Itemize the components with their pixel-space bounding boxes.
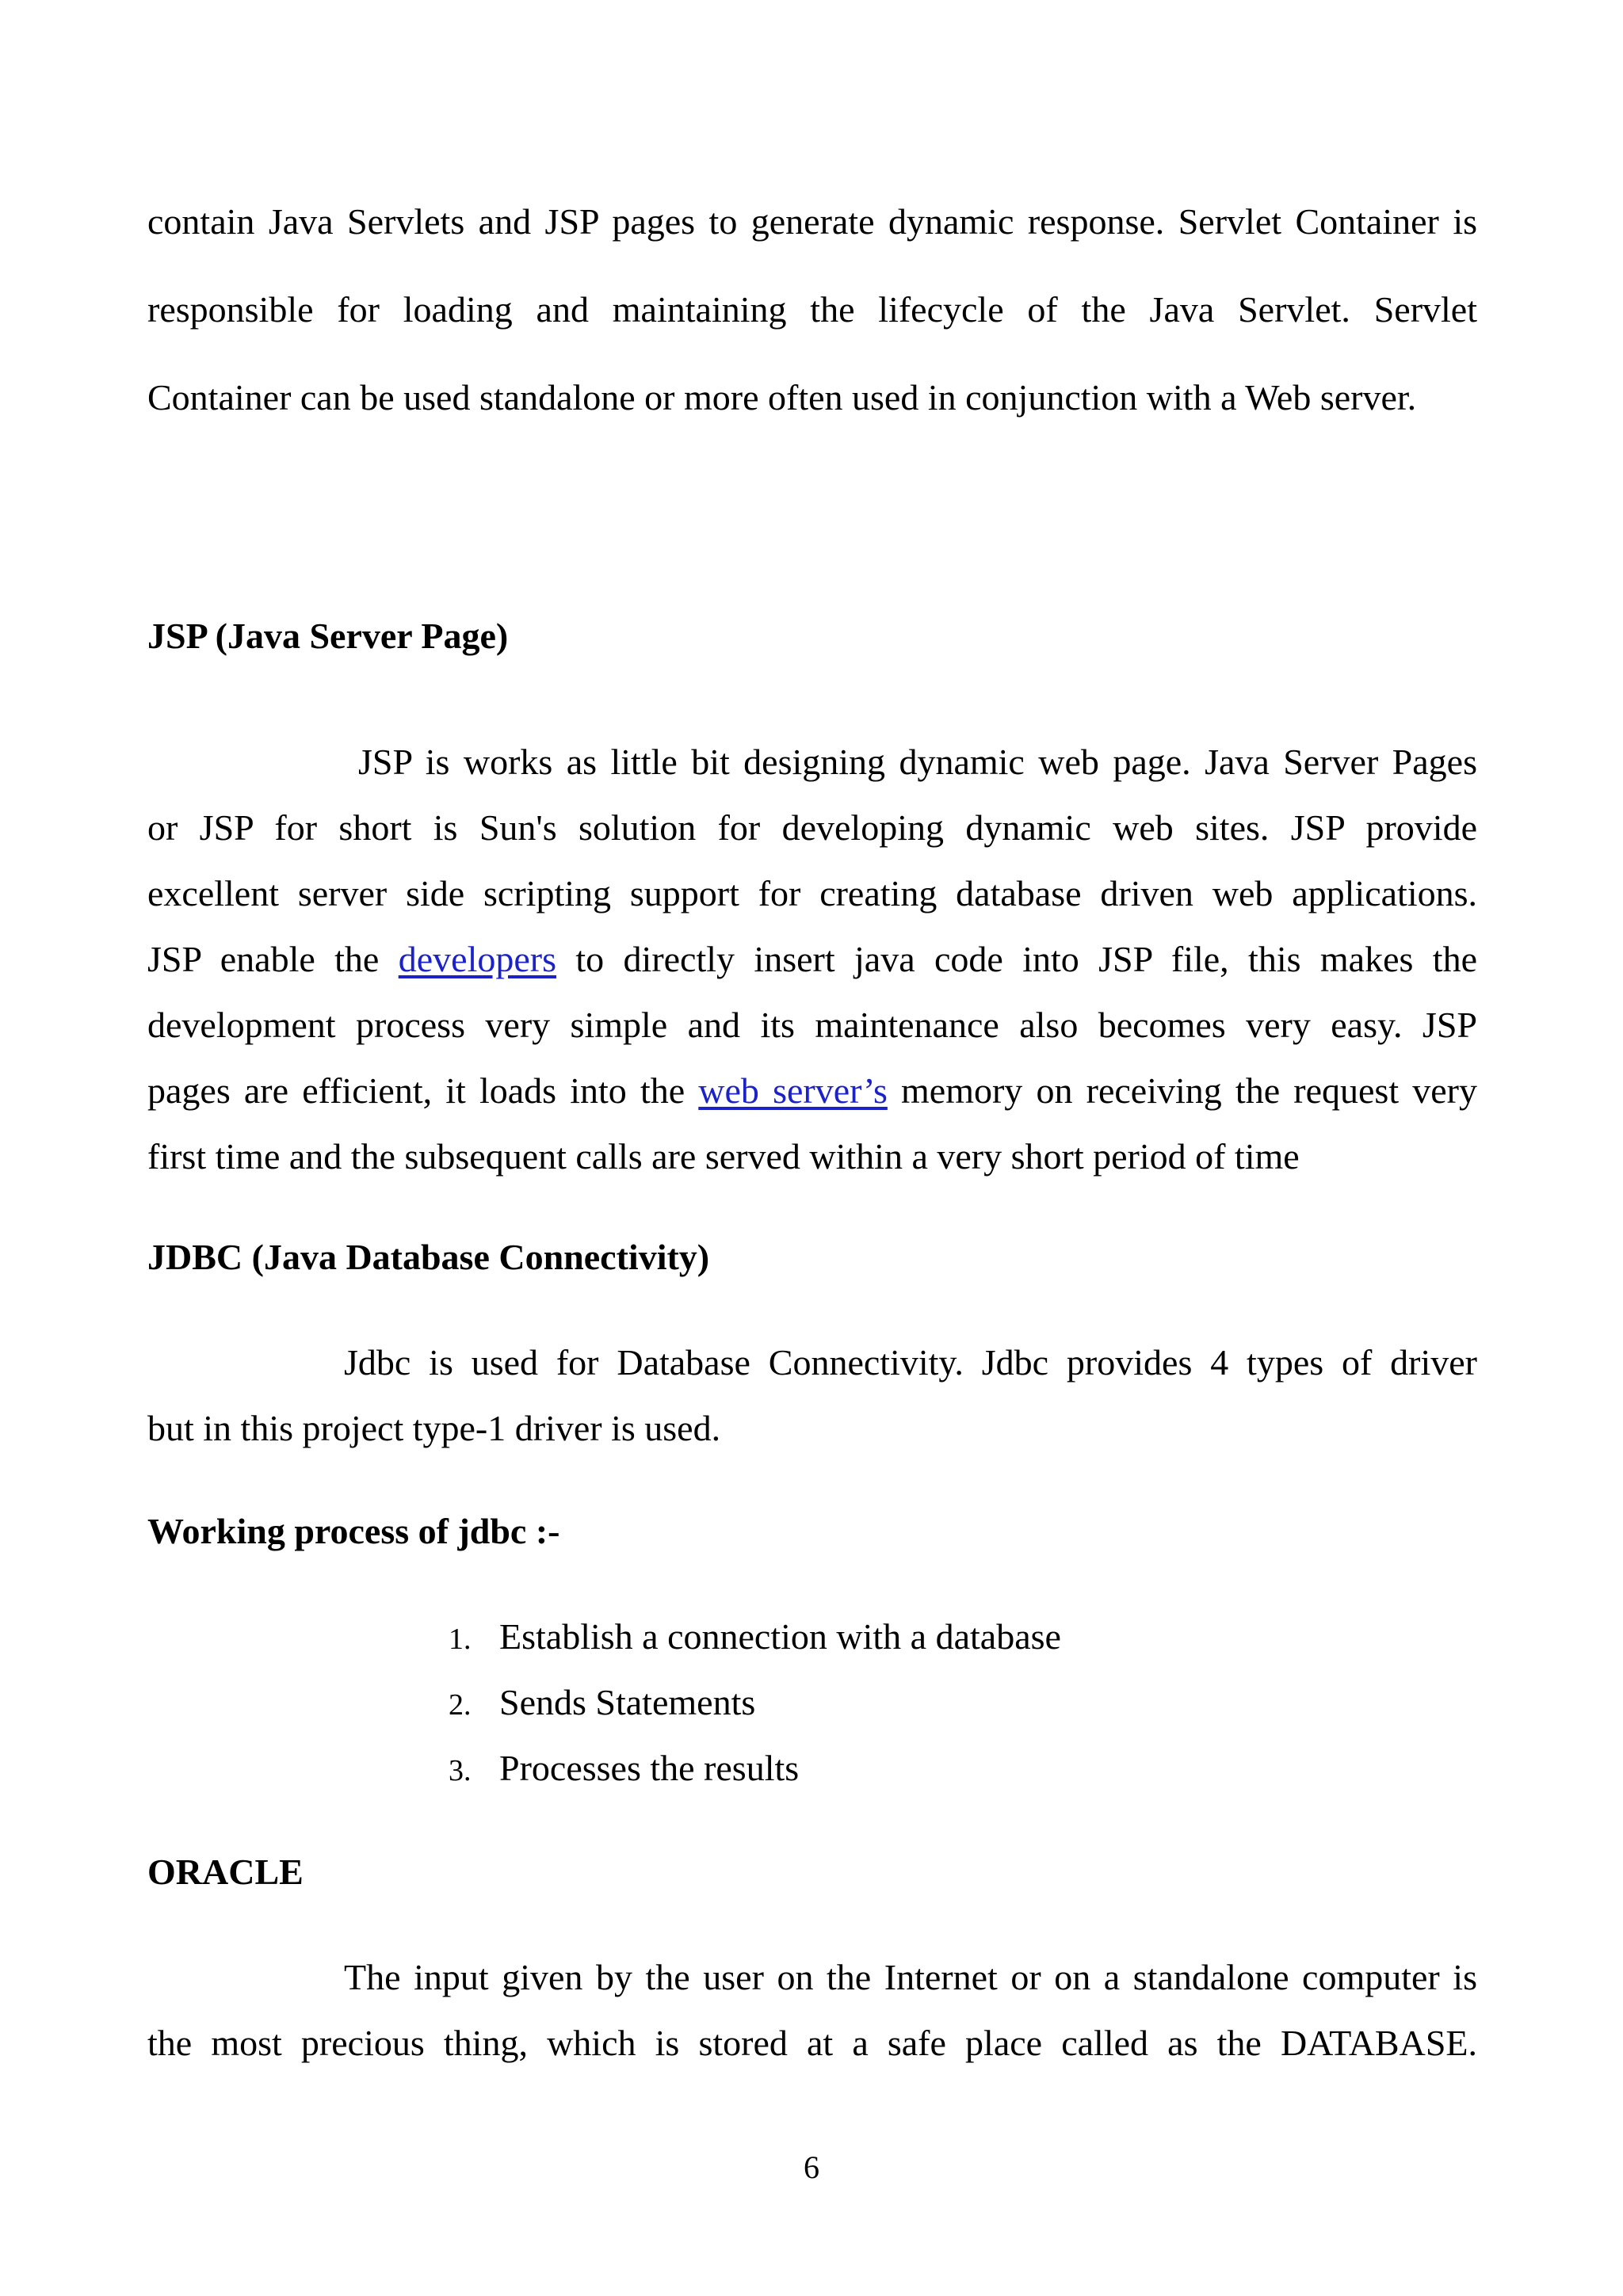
jsp-text: pages are efficient, it loads into the	[147, 1070, 699, 1111]
list-text: Processes the results	[499, 1748, 800, 1788]
developers-link[interactable]: developers	[398, 939, 556, 979]
list-number: 1.	[449, 1623, 472, 1656]
intro-paragraph	[147, 196, 1477, 423]
jdbc-line: Jdbc is used for Database Connectivity. Jdbc provides 4 types of driver	[344, 1342, 1477, 1383]
web-server-link[interactable]: web server’s	[698, 1070, 888, 1111]
jsp-text: JSP enable the	[147, 939, 399, 979]
list-number: 3.	[449, 1754, 472, 1787]
list-text: Establish a connection with a database	[499, 1616, 1061, 1657]
list-item	[449, 1735, 1061, 1801]
jsp-heading: JSP (Java Server Page)	[147, 616, 509, 656]
working-process-list	[449, 1604, 1061, 1801]
intro-line: Container can be used standalone or more often used in conjunction with a Web server.	[147, 377, 1417, 418]
list-text: Sends Statements	[499, 1682, 756, 1722]
jdbc-paragraph	[147, 1337, 1477, 1454]
list-item	[449, 1604, 1061, 1669]
jdbc-heading: JDBC (Java Database Connectivity)	[147, 1237, 710, 1277]
intro-line: responsible for loading and maintaining the lifecycle of the Java Servlet. Servlet	[147, 289, 1477, 330]
oracle-paragraph	[147, 1952, 1477, 2069]
list-number: 2.	[449, 1688, 472, 1722]
oracle-heading: ORACLE	[147, 1852, 304, 1892]
oracle-line: The input given by the user on the Internet or on a standalone computer is	[344, 1957, 1477, 1997]
working-process-heading: Working process of jdbc :-	[147, 1511, 560, 1551]
jsp-line: development process very simple and its maintenance also becomes very easy. JSP	[147, 1005, 1477, 1045]
jsp-paragraph	[147, 737, 1477, 1182]
page-number: 6	[804, 2149, 819, 2185]
intro-line: contain Java Servlets and JSP pages to generate dynamic response. Servlet Container is	[147, 201, 1477, 242]
jsp-line: excellent server side scripting support for creating database driven web applications.	[147, 873, 1477, 913]
oracle-line: the most precious thing, which is stored at a safe place called as the DATABASE.	[147, 2023, 1477, 2063]
jsp-line: first time and the subsequent calls are served within a very short period of time	[147, 1136, 1300, 1177]
jsp-text: memory on receiving the request very	[887, 1070, 1477, 1111]
jsp-line	[147, 934, 1477, 1000]
list-item	[449, 1669, 1061, 1735]
jdbc-line: but in this project type-1 driver is used.	[147, 1408, 721, 1448]
jsp-text: to directly insert java code into JSP file, this makes the	[556, 939, 1477, 979]
jsp-line	[147, 1066, 1477, 1131]
jsp-line: or JSP for short is Sun's solution for developing dynamic web sites. JSP provide	[147, 807, 1477, 848]
jsp-line: JSP is works as little bit designing dynamic web page. Java Server Pages	[358, 742, 1477, 782]
